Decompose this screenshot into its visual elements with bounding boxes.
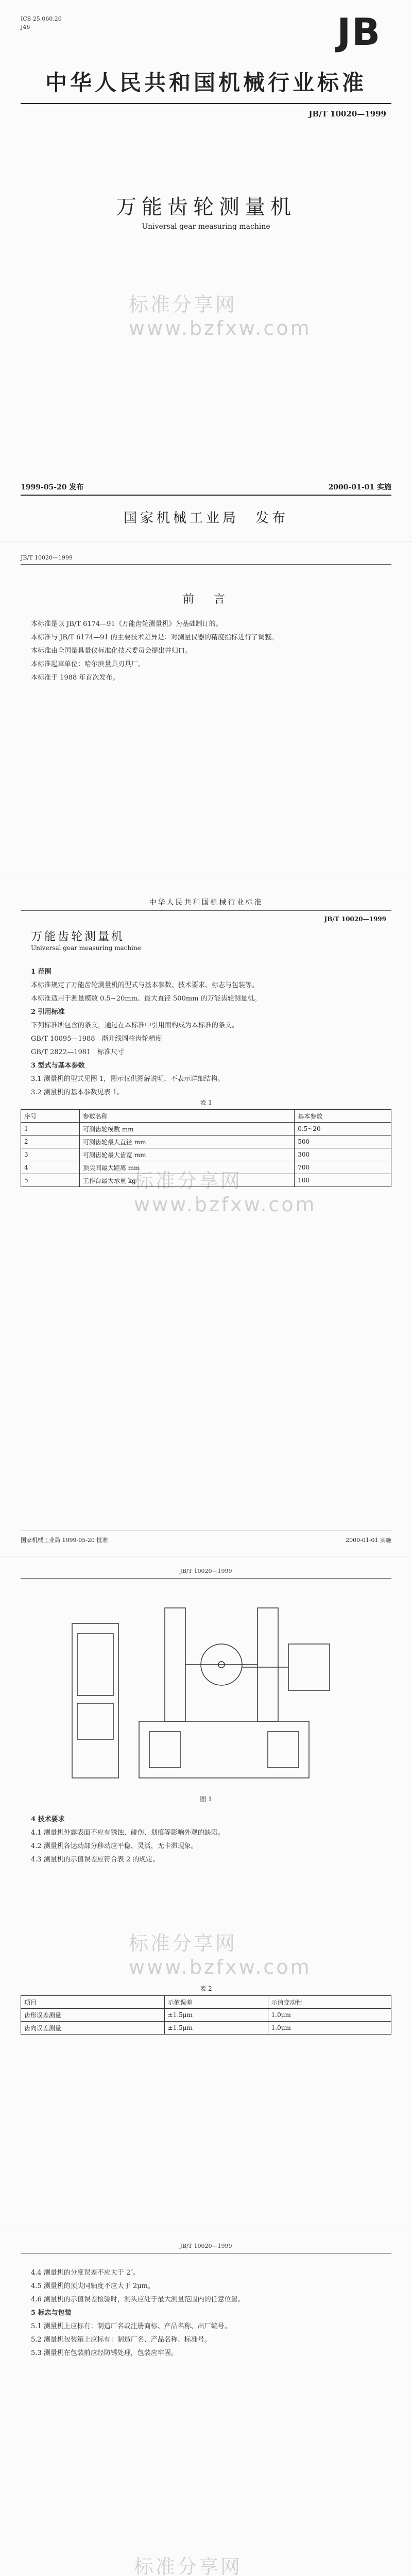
document-title: 万能齿轮测量机: [116, 195, 296, 219]
body-paragraph: 5.3 测量机在包装前应经防锈处理，包装应牢固。: [31, 2349, 178, 2357]
body-paragraph: 5.2 测量机包装箱上应标有：制造厂名、产品名称、标准号。: [31, 2336, 211, 2344]
body-paragraph: GB/T 2822—1981 标准尺寸: [31, 1048, 125, 1056]
body-page-2: [0, 1556, 412, 2231]
body-paragraph: 4.1 测量机外露表面不应有锈蚀、碰伤、划痕等影响外观的缺陷。: [31, 1829, 225, 1837]
body-paragraph: 4 技术要求: [31, 1816, 65, 1823]
control-panel: [77, 1634, 113, 1696]
body-paragraph: GB/T 10095—1988 渐开线圆柱齿轮精度: [31, 1035, 162, 1043]
parameters-table: [21, 1109, 391, 1187]
table-cell: 100: [295, 1174, 391, 1187]
table-cell: 1: [21, 1123, 80, 1136]
table-cell: ±1.5μm: [164, 2022, 268, 2035]
jb-mark: JB: [337, 10, 381, 54]
cabinet-door: [77, 1703, 113, 1739]
issuer: 国家机械工业局 发布: [123, 511, 288, 526]
body-paragraph: 4.3 测量机的示值误差应符合表 2 的规定。: [31, 1856, 160, 1863]
standard-number: JB/T 10020—1999: [308, 109, 386, 118]
body-paragraph: 5 标志与包装: [31, 2309, 72, 2317]
table-cell: 可测齿轮模数 mm: [79, 1123, 294, 1136]
watermark: 标准分享网 www.bzfxw.com: [134, 1170, 317, 1216]
issue-date: 1999-05-20 发布: [21, 483, 84, 492]
implement-date: 2000-01-01 实施: [328, 483, 391, 492]
body-paragraph: 4.6 测量机的示值误差检验时，测头应处于最大测量范围内的任意位置。: [31, 2296, 245, 2303]
table-cell: 齿形误差测量: [21, 2009, 165, 2022]
foreword-paragraph: 本标准由全国量具量仪标准化技术委员会提出并归口。: [31, 647, 192, 655]
watermark: 标准分享网: [134, 2555, 243, 2576]
table-row: [21, 2009, 391, 2022]
table-cell: 3: [21, 1148, 80, 1161]
table-caption: 表 2: [200, 1985, 212, 1992]
table-cell: ±1.5μm: [164, 2009, 268, 2022]
table-cell: 1.0μm: [268, 2009, 391, 2022]
table-row: [21, 1161, 391, 1174]
header-rule: [21, 103, 391, 104]
table-row: [21, 1148, 391, 1161]
page-header-std-no: JB/T 10020—1999: [21, 554, 73, 561]
machine-base: [139, 1721, 309, 1778]
table-cell: 顶尖间最大距离 mm: [79, 1161, 294, 1174]
table-cell: 示值变动性: [268, 1996, 391, 2009]
document-title-en: Universal gear measuring machine: [31, 944, 141, 952]
ics-code: ICS 25.060.20: [21, 15, 62, 22]
watermark: 标准分享网 www.bzfxw.com: [129, 293, 312, 340]
drawer: [149, 1732, 180, 1768]
table-header-row: [21, 1996, 391, 2009]
header-organization: 中华人民共和国机械行业标准: [149, 899, 263, 907]
foreword-heading: 前 言: [182, 593, 229, 606]
table-row: [21, 1123, 391, 1136]
body-text: [31, 1814, 381, 1868]
foreword-paragraph: 本标准与 JB/T 6174—91 的主要技术差异是：对测量仪器的精度指标进行了调整。: [31, 634, 278, 641]
foreword-paragraph: 本标准起草单位：哈尔滨量具刃具厂。: [31, 660, 145, 668]
vertical-column: [165, 1608, 185, 1721]
page-footer: [21, 1536, 391, 1544]
table-cell: 可测齿轮最大直径 mm: [79, 1136, 294, 1148]
table-cell: 4: [21, 1161, 80, 1174]
tailstock-column: [258, 1608, 278, 1721]
body-paragraph: 本标准适用于测量模数 0.5~20mm、最大直径 500mm 的万能齿轮测量机。: [31, 995, 261, 1003]
table-cell: 工作台最大承重 kg: [79, 1174, 294, 1187]
table-cell: 300: [295, 1148, 391, 1161]
body-paragraph: 5.1 测量机上应标有：制造厂名或注册商标、产品名称、出厂编号。: [31, 2323, 231, 2330]
table-cell: 1.0μm: [268, 2022, 391, 2035]
body-paragraph: 4.4 测量机的分度误差不应大于 2″。: [31, 2269, 140, 2277]
standard-number: JB/T 10020—1999: [324, 916, 386, 923]
body-paragraph: 3 型式与基本参数: [31, 1062, 85, 1070]
table-cell: 齿向误差测量: [21, 2022, 165, 2035]
table-cell: 700: [295, 1161, 391, 1174]
body-text: [31, 2267, 381, 2361]
cover-page: [0, 0, 412, 541]
page-header-std-no: JB/T 10020—1999: [180, 1568, 232, 1574]
document-title: 万能齿轮测量机: [31, 930, 125, 943]
body-paragraph: 4.2 测量机各运动部分移动应平稳、灵活，无卡滞现象。: [31, 1842, 198, 1850]
table-header-row: [21, 1110, 391, 1123]
table-cell: 基本参数: [295, 1110, 391, 1123]
standard-title: 中华人民共和国机械行业标准: [45, 70, 367, 95]
body-paragraph: 4.5 测量机的顶尖同轴度不应大于 2μm。: [31, 2282, 154, 2290]
body-paragraph: 本标准规定了万能齿轮测量机的型式与基本参数、技术要求、标志与包装等。: [31, 981, 259, 989]
implement-note: 2000-01-01 实施: [346, 1537, 391, 1544]
body-paragraph: 1 范围: [31, 968, 52, 976]
approval-note: 国家机械工业局 1999-05-20 批准: [21, 1537, 108, 1544]
body-paragraph: 3.2 测量机的基本参数见表 1。: [31, 1089, 124, 1096]
column-frame: [72, 1623, 118, 1778]
foreword-paragraph: 本标准是以 JB/T 6174—91《万能齿轮测量机》为基础制订的。: [31, 620, 222, 628]
figure-caption: 图 1: [200, 1795, 212, 1803]
table-cell: 5: [21, 1174, 80, 1187]
footer-rule: [21, 495, 391, 496]
table-cell: 500: [295, 1136, 391, 1148]
table-cell: 参数名称: [79, 1110, 294, 1123]
ccs-code: J46: [21, 24, 30, 30]
foreword-page: [0, 541, 412, 876]
machine-drawing: [62, 1592, 350, 1788]
drawer: [268, 1732, 299, 1768]
foreword-paragraph: 本标准于 1988 年首次发布。: [31, 674, 119, 682]
table-cell: 序号: [21, 1110, 80, 1123]
table-cell: 0.5~20: [295, 1123, 391, 1136]
body-paragraph: 2 引用标准: [31, 1008, 65, 1016]
body-paragraph: 下列标准所包含的条文，通过在本标准中引用而构成为本标准的条文。: [31, 1022, 239, 1029]
table-cell: 可测齿轮最大齿宽 mm: [79, 1148, 294, 1161]
body-page-3: [0, 2231, 412, 2576]
table-row: [21, 1174, 391, 1187]
foreword-body: [31, 619, 381, 686]
probe-head: [288, 1644, 330, 1690]
header-rule: [21, 1578, 391, 1579]
body-paragraph: 3.1 测量机的型式见图 1，图示仅供图解说明，不表示详细结构。: [31, 1075, 225, 1083]
header-rule: [21, 564, 391, 565]
table-row: [21, 2022, 391, 2035]
body-page-1: [0, 876, 412, 1556]
page-header-std-no: JB/T 10020—1999: [180, 2243, 232, 2249]
accuracy-table: [21, 1995, 391, 2035]
header-rule: [21, 910, 391, 911]
table-cell: 2: [21, 1136, 80, 1148]
document-title-en: Universal gear measuring machine: [142, 223, 270, 231]
table-caption: 表 1: [200, 1099, 212, 1106]
table-cell: 项目: [21, 1996, 165, 2009]
body-text: [31, 967, 381, 1100]
table-row: [21, 1136, 391, 1148]
table-cell: 示值误差: [164, 1996, 268, 2009]
watermark: 标准分享网 www.bzfxw.com: [129, 1932, 312, 1978]
